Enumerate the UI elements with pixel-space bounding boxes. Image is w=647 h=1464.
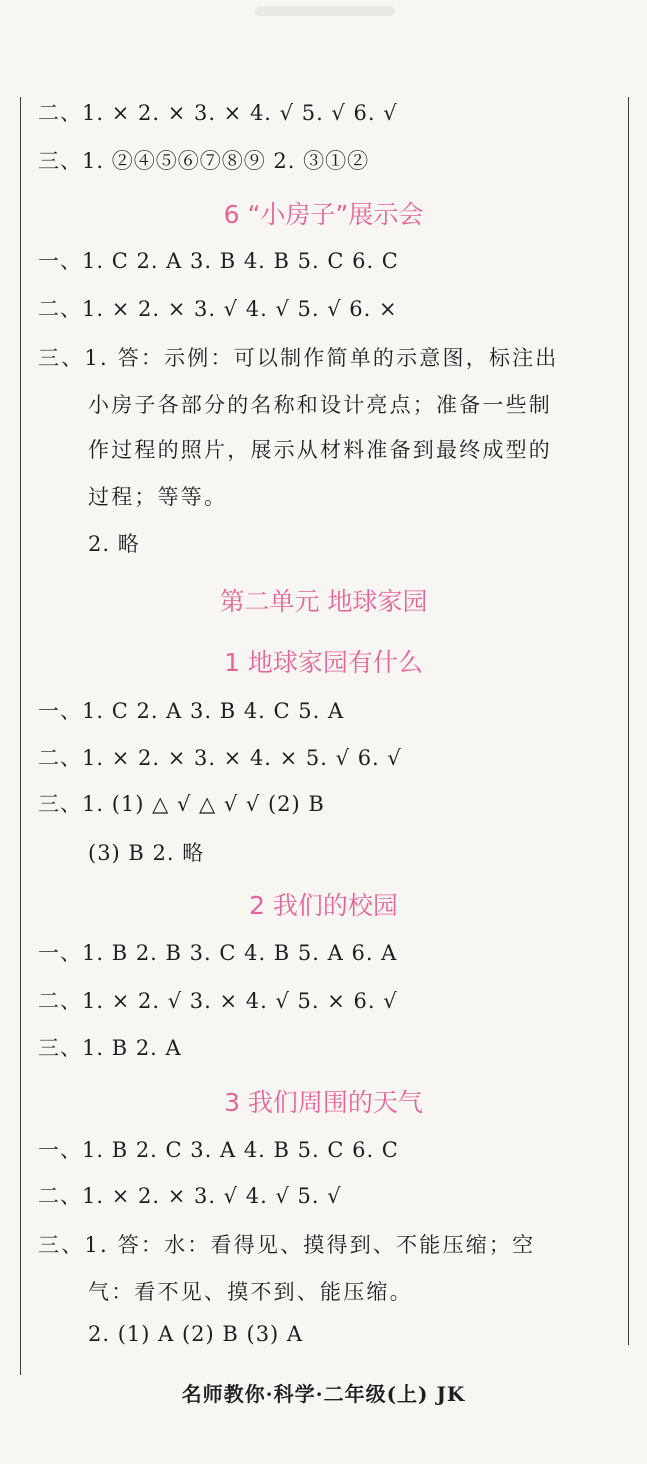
right-margin-rule (628, 97, 629, 1345)
section-heading: 2 我们的校园 (249, 891, 398, 920)
answer-line: 一、1. C 2. A 3. B 4. C 5. A (38, 699, 345, 723)
answer-line: 二、1. × 2. × 3. × 4. √ 5. √ 6. √ (38, 101, 398, 125)
answer-line: 一、1. C 2. A 3. B 4. B 5. C 6. C (38, 249, 399, 273)
answer-line: (3) B 2. 略 (88, 841, 205, 865)
unit-heading: 第二单元 地球家园 (219, 587, 428, 616)
answer-line: 气：看不见、摸不到、能压缩。 (88, 1280, 413, 1304)
answer-line: 过程；等等。 (88, 485, 228, 509)
answer-line: 二、1. × 2. × 3. × 4. × 5. √ 6. √ (38, 746, 402, 770)
answer-line: 三、1. 答：示例：可以制作简单的示意图，标注出 (38, 346, 559, 370)
answer-line: 三、1. B 2. A (38, 1036, 182, 1060)
answer-line: 二、1. × 2. √ 3. × 4. √ 5. × 6. √ (38, 989, 398, 1013)
section-heading: 1 地球家园有什么 (224, 648, 423, 677)
answer-line: 作过程的照片，展示从材料准备到最终成型的 (88, 438, 552, 462)
section-heading: 3 我们周围的天气 (224, 1088, 423, 1117)
answer-line: 一、1. B 2. C 3. A 4. B 5. C 6. C (38, 1138, 399, 1162)
answer-line: 三、1. 答：水：看得见、摸得到、不能压缩；空 (38, 1233, 536, 1257)
answer-line: 2. (1) A (2) B (3) A (88, 1322, 304, 1346)
section-heading: 6 “小房子”展示会 (223, 200, 424, 229)
top-mark (255, 6, 395, 16)
answer-line: 二、1. × 2. × 3. √ 4. √ 5. √ 6. × (38, 297, 398, 321)
answer-line: 2. 略 (88, 532, 140, 556)
answer-line: 小房子各部分的名称和设计亮点；准备一些制 (88, 393, 552, 417)
answer-line: 三、1. ②④⑤⑥⑦⑧⑨ 2. ③①② (38, 149, 370, 173)
left-margin-rule (20, 97, 21, 1375)
answer-line: 三、1. (1) △ √ △ √ √ (2) B (38, 792, 325, 816)
answer-line: 一、1. B 2. B 3. C 4. B 5. A 6. A (38, 941, 398, 965)
page-footer: 名师教你·科学·二年级(上) JK (181, 1382, 466, 1406)
answer-line: 二、1. × 2. × 3. √ 4. √ 5. √ (38, 1184, 342, 1208)
